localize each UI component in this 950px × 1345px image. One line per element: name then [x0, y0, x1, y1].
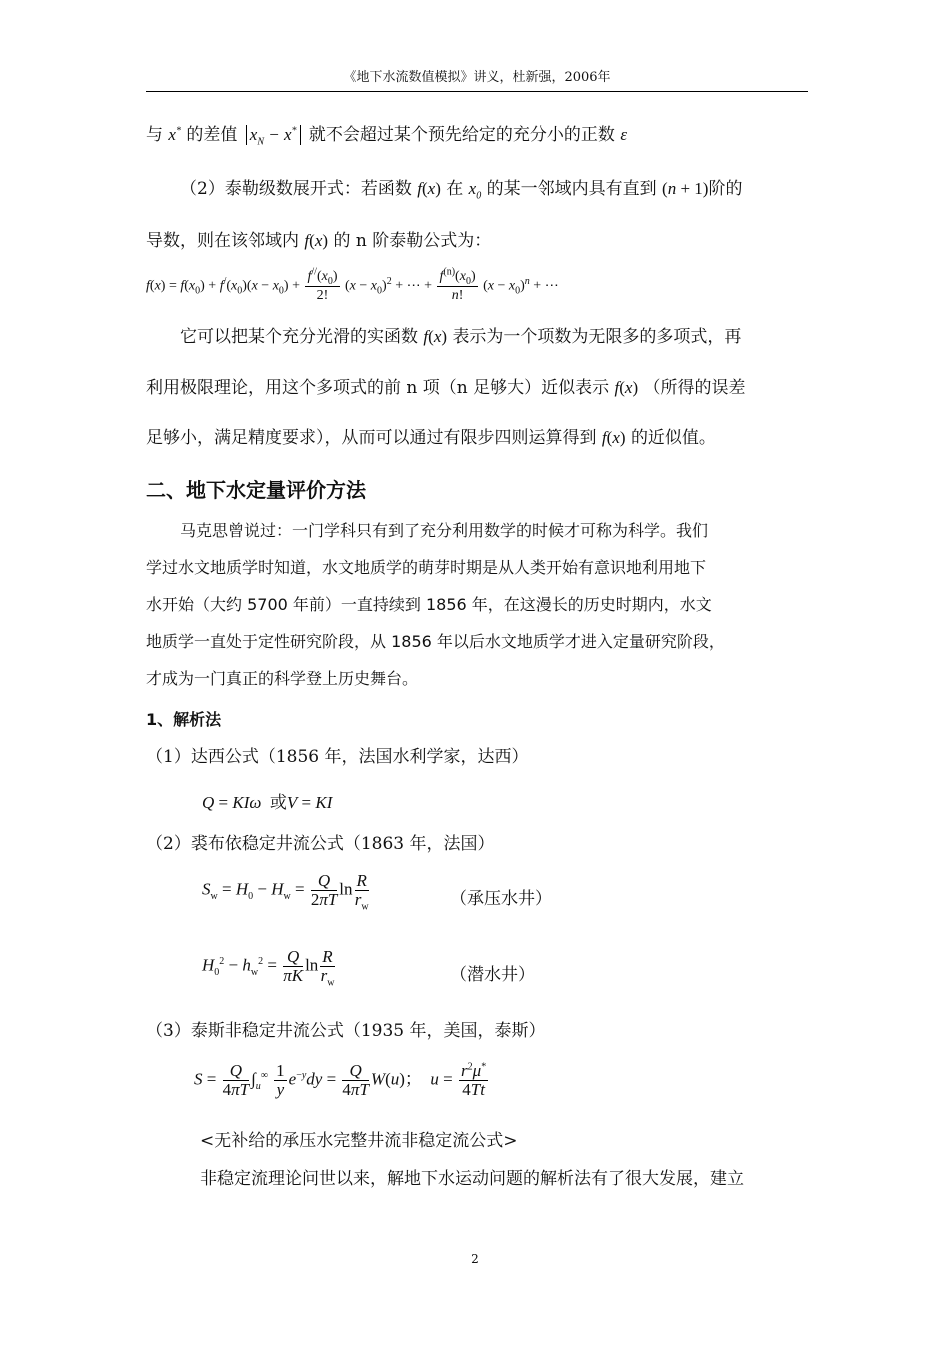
para-line	[180, 326, 741, 348]
text-fragment: （所得的误差	[643, 378, 746, 398]
math-abs-diff: $x_N - x^*$	[246, 125, 301, 145]
section-heading: 二、地下水定量评价方法	[146, 478, 366, 502]
dupuit-unconfined-formula: $H_0^2 - h_w^2$ = $\frac{Q}{\pi K}$ ln $\frac{R}{r_w}$	[202, 947, 335, 989]
taylor-formula: $f(x) = f(x_0) + f^/(x_0)(x - x_0)$ + $\frac{f^{//}(x_0)}{2!}$ $(x - x_0)^2$ + ⋯ + $\frac{f^{(n)}(x_0)}{n!}$ $(x - x_0)^n$ + ⋯	[146, 266, 559, 303]
para-line: 水开始（大约 5700 年前）一直持续到 1856 年，在这漫长的历史时期内，水文	[146, 595, 712, 614]
text-fragment: 导数，则在该邻域内	[146, 231, 299, 251]
text-fragment: 阶的	[708, 179, 743, 199]
list-item-darcy: （1）达西公式（1856 年，法国水利学家，达西）	[146, 747, 529, 767]
text-fragment: 的近似值。	[630, 428, 716, 448]
math-fx: f(x)	[423, 327, 448, 346]
para-line: 地质学一直处于定性研究阶段，从 1856 年以后水文地质学才进入定量研究阶段，	[146, 632, 725, 651]
tag-unconfined: （潜水井）	[450, 965, 535, 985]
text-fragment: 它可以把某个充分光滑的实函数	[180, 327, 418, 347]
text-fragment: 表示为一个项数为无限多的多项式，再	[452, 327, 742, 347]
dupuit-confined-formula: $S_w = H_0 - H_w$ = $\frac{Q}{2\pi T}$ ln $\frac{R}{r_w}$	[202, 871, 369, 913]
math-x0: $x_0$	[468, 179, 482, 202]
darcy-formula: Q = KIω 或V = KI	[202, 793, 333, 813]
math-xstar: x*	[168, 125, 181, 144]
para-line: 学过水文地质学时知道，水文地质学的萌芽时期是从人类开始有意识地利用地下	[146, 558, 707, 577]
text-fragment: 的某一邻域内具有直到	[486, 179, 657, 199]
math-x: x	[427, 179, 436, 198]
text-fragment: 的差值	[186, 125, 238, 145]
text-fragment: 在	[446, 179, 464, 199]
text-fragment: 利用极限理论，用这个多项式的前 n 项（n 足够大）近似表示	[146, 378, 610, 398]
math-fx: f(x)	[304, 231, 329, 250]
para-line: 非稳定流理论问世以来，解地下水运动问题的解析法有了很大发展，建立	[200, 1169, 744, 1189]
text-fragment: 与	[146, 125, 163, 145]
math-epsilon: ε	[620, 125, 628, 144]
theis-formula: S = $\frac{Q}{4\pi T}$ $\int_u^\infty$ $\frac{1}{y}$ $e^{-y}dy$ = $\frac{Q}{4\pi T}$ W(u)； u = $\frac{r^2\mu^*}{4Tt}$	[194, 1061, 487, 1099]
para-line	[146, 377, 746, 399]
running-header: 《地下水流数值模拟》讲义，杜新强，2006年	[343, 70, 611, 85]
convergence-line	[146, 124, 627, 146]
text-fragment: 或	[269, 793, 287, 813]
text-fragment: 足够小，满足精度要求），从而可以通过有限步四则运算得到	[146, 428, 597, 448]
para-line	[146, 427, 716, 449]
taylor-intro-line	[180, 178, 742, 200]
math-order: (n + 1)	[662, 179, 709, 198]
math-fx: f(x)	[601, 428, 626, 447]
tag-confined: （承压水井）	[450, 889, 552, 909]
para-line: 马克思曾说过：一门学科只有到了充分利用数学的时候才可称为科学。我们	[180, 521, 709, 540]
math-fx: f	[417, 179, 422, 198]
subsection-heading: 1、解析法	[146, 710, 222, 729]
header-rule	[146, 91, 808, 92]
math-paren: (	[421, 179, 428, 198]
list-item-theis: （3）泰斯非稳定井流公式（1935 年，美国，泰斯）	[146, 1021, 546, 1041]
theis-caption: <无补给的承压水完整井流非稳定流公式>	[200, 1131, 518, 1151]
para-line: 才成为一门真正的科学登上历史舞台。	[146, 669, 419, 688]
text-fragment: （2）泰勒级数展开式：若函数	[180, 179, 412, 199]
list-item-dupuit: （2）裘布依稳定井流公式（1863 年，法国）	[146, 834, 495, 854]
text-fragment: 就不会超过某个预先给定的充分小的正数	[308, 125, 615, 145]
math-paren: )	[435, 179, 441, 198]
math-fx: f(x)	[614, 378, 639, 397]
text-fragment: 的 n 阶泰勒公式为：	[333, 231, 492, 251]
taylor-line2	[146, 230, 491, 252]
page-number: 2	[471, 1252, 479, 1266]
